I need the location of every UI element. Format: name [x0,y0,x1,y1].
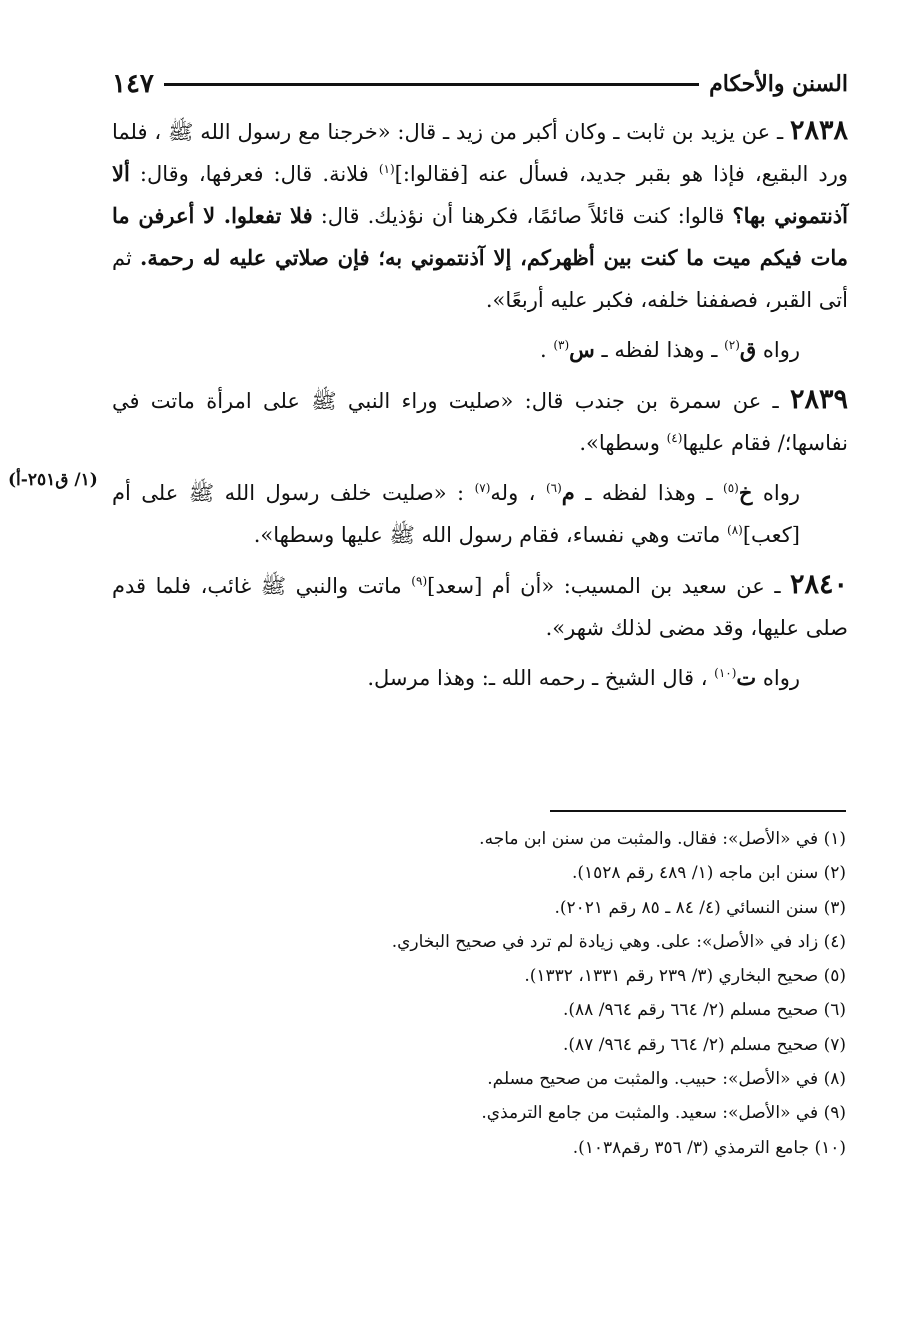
footnote-ref: (٦) [545,481,562,495]
source-symbol: خ [738,480,753,505]
attribution-2840 [112,657,848,699]
hadith-text: ـ عن يزيد بن ثابت ـ وكان أكبر من زيد ـ قال: «خرجنا مع رسول الله ﷺ ، فلما ورد البقيع، فإذا هو بقبر جديد، فسأل عنه [فقالوا:] [112,120,849,186]
footnote-ref: (٩) [411,574,428,588]
hadith-text: ماتت والنبي ﷺ غائب، فلما قدم صلى عليها، وقد مضى لذلك شهر». [112,574,848,640]
footnote-ref: (٨) [727,523,743,537]
footnote: (١) في «الأصل»: فقال. والمثبت من سنن ابن ماجه. [479,829,846,849]
hadith-text: قالوا: كنت قائلاً صائمًا، فكرهنا أن نؤذيك. قال: [312,204,733,228]
running-title: السنن والأحكام [709,71,848,97]
attribution-text: . [539,338,554,362]
footnote: (٥) صحيح البخاري (٣/ ٢٣٩ رقم ١٣٣١، ١٣٣٢). [524,966,846,987]
source-symbol: ت [736,665,757,690]
hadith-text: ـ عن سمرة بن جندب قال: «صليت وراء النبي ﷺ على امرأة ماتت في نفاسها؛/ فقام عليها [112,389,848,455]
footnote: (١٠) جامع الترمذي (٣/ ٣٥٦ رقم١٠٣٨). [572,1137,846,1158]
attribution-2839 [112,472,848,556]
manuscript-folio-note: (١/ ق٢٥١-أ) [8,470,98,490]
footnote: (٩) في «الأصل»: سعيد. والمثبت من جامع الترمذي. [481,1103,846,1124]
prophetic-speech: ألا آذنتموني بها؟ [112,161,848,228]
footnotes-list [112,822,846,1165]
source-symbol: م [561,480,575,505]
footnote-ref: (٤) [666,431,683,445]
header-rule [164,83,699,86]
footnote: (٧) صحيح مسلم (٢/ ٦٦٤ رقم ٩٦٤/ ٨٧). [563,1034,846,1055]
hadith-text: وسطها». [579,431,667,455]
footnote: (٢) سنن ابن ماجه (١/ ٤٨٩ رقم ١٥٢٨). [571,863,846,884]
footnote-ref: (٣) [553,338,570,352]
attribution-2838 [112,329,848,371]
hadith-text: ثم أتى القبر، فصففنا خلفه، فكبر عليه أربعًا». [112,246,848,312]
attribution-text: ، وله [490,481,546,505]
footnote: (٦) صحيح مسلم (٢/ ٦٦٤ رقم ٩٦٤/ ٨٨). [563,1000,846,1021]
attribution-text: ماتت وهي نفساء، فقام رسول الله ﷺ عليها وسطها». [253,523,728,547]
main-text [112,110,848,707]
footnote-ref: (١٠) [714,666,737,680]
attribution-text: رواه [756,338,800,362]
attribution-text: رواه [756,666,800,690]
attribution-text: ـ وهذا لفظه ـ [574,481,724,505]
source-symbol: ق [739,337,757,362]
attribution-text: ـ وهذا لفظه ـ [594,338,725,362]
hadith-2838 [112,110,848,321]
footnote-ref: (١) [378,162,395,176]
footnote: (٨) في «الأصل»: حبيب. والمثبت من صحيح مسلم. [487,1069,846,1090]
attribution-text: رواه [752,481,801,505]
prophetic-speech: فلا تفعلوا. لا أعرفن ما مات فيكم ميت ما كنت بين أظهركم، إلا آذنتموني به؛ فإن صلاتي عليه له رحمة. [112,203,849,270]
hadith-2840 [112,564,848,649]
footnote: (٤) زاد في «الأصل»: على. وهي زيادة لم ترد في صحيح البخاري. [391,931,846,952]
attribution-text: ، قال الشيخ ـ رحمه الله ـ: وهذا مرسل. [367,666,715,690]
hadith-text: فلانة. قال: فعرفها، وقال: [129,162,379,186]
running-header [112,64,848,104]
hadith-text: ـ عن سعيد بن المسيب: «أن أم [سعد] [427,574,790,598]
hadith-2839 [112,379,848,464]
page-number: ١٤٧ [112,69,154,99]
source-symbol: س [569,337,595,362]
attribution-text: : «صليت خلف رسول الله ﷺ على أم [كعب] [112,481,800,547]
hadith-number: ٢٨٣٩ [789,384,848,415]
hadith-number: ٢٨٣٨ [789,115,848,146]
footnote-separator [550,810,846,812]
hadith-number: ٢٨٤٠ [789,569,848,600]
footnote-ref: (٧) [474,481,491,495]
footnote-ref: (٥) [723,481,739,495]
footnote: (٣) سنن النسائي (٤/ ٨٤ ـ ٨٥ رقم ٢٠٢١). [554,897,846,918]
footnote-ref: (٢) [724,338,740,352]
